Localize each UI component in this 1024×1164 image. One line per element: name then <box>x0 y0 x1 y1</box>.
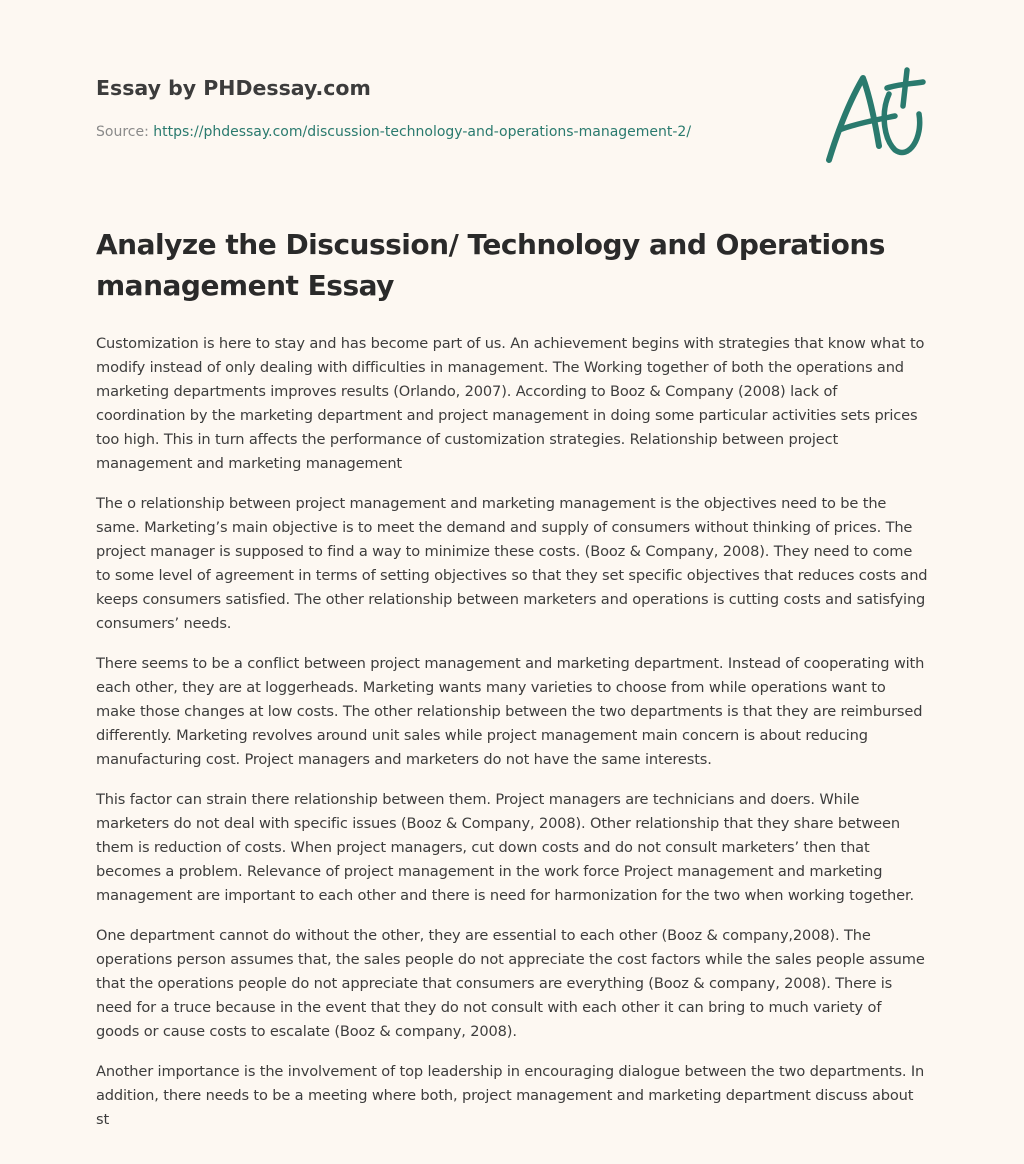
paragraph: There seems to be a conflict between project management and marketing department. Instead of cooperating with each other, they are at loggerheads. Marketing wants many varieties to choose from while operations want to make those changes at low costs. The other relationship between the two departments is that they are reimbursed differently. Marketing revolves around unit sales while project management main concern is about reducing manufacturing cost. Project managers and marketers do not have the same interests. <box>96 655 925 768</box>
site-title: Essay by PHDessay.com <box>96 76 371 100</box>
paragraph: Customization is here to stay and has become part of us. An achievement begins with strategies that know what to modify instead of only dealing with difficulties in management. The Working together of both the operations and marketing departments improves results (Orlando, 2007). According to Booz & Company (2008) lack of coordination by the marketing department and project management in doing some particular activities sets prices too high. This in turn affects the performance of customization strategies. Relationship between project management and marketing management <box>96 335 925 472</box>
paragraph: This factor can strain there relationship between them. Project managers are technicians and doers. While marketers do not deal with specific issues (Booz & Company, 2008). Other relationship that they share between them is reduction of costs. When project managers, cut down costs and do not consult marketers’ then that becomes a problem. Relevance of project management in the work force Project management and marketing management are important to each other and there is need for harmonization for the two when working together. <box>96 791 914 904</box>
source-line <box>96 124 691 140</box>
essay-content <box>96 224 928 1148</box>
source-label: Source: <box>96 124 149 140</box>
paragraph: The o relationship between project management and marketing management is the objectives need to be the same. Marketing’s main objective is to meet the demand and supply of consumers without thinking of prices. The project manager is supposed to find a way to minimize these costs. (Booz & Company, 2008). They need to come to some level of agreement in terms of setting objectives so that they set specific objectives that reduces costs and keeps consumers satisfied. The other relationship between marketers and operations is cutting costs and satisfying consumers’ needs. <box>96 495 928 632</box>
paragraph: Another importance is the involvement of top leadership in encouraging dialogue between the two departments. In addition, there needs to be a meeting where both, project management and marketing department discuss about st <box>96 1063 925 1128</box>
page-header <box>96 0 928 200</box>
source-link[interactable]: https://phdessay.com/discussion-technology-and-operations-management-2/ <box>153 124 692 140</box>
paragraph: One department cannot do without the other, they are essential to each other (Booz & company,2008). The operations person assumes that, the sales people do not appreciate the cost factors while the sales people assume that the operations people do not appreciate that consumers are everything (Booz & company, 2008). There is need for a truce because in the event that they do not consult with each other it can bring to much variety of goods or cause costs to escalate (Booz & company, 2008). <box>96 927 925 1040</box>
a-plus-logo-icon <box>823 64 928 168</box>
essay-title: Analyze the Discussion/ Technology and Operations management Essay <box>96 228 885 302</box>
